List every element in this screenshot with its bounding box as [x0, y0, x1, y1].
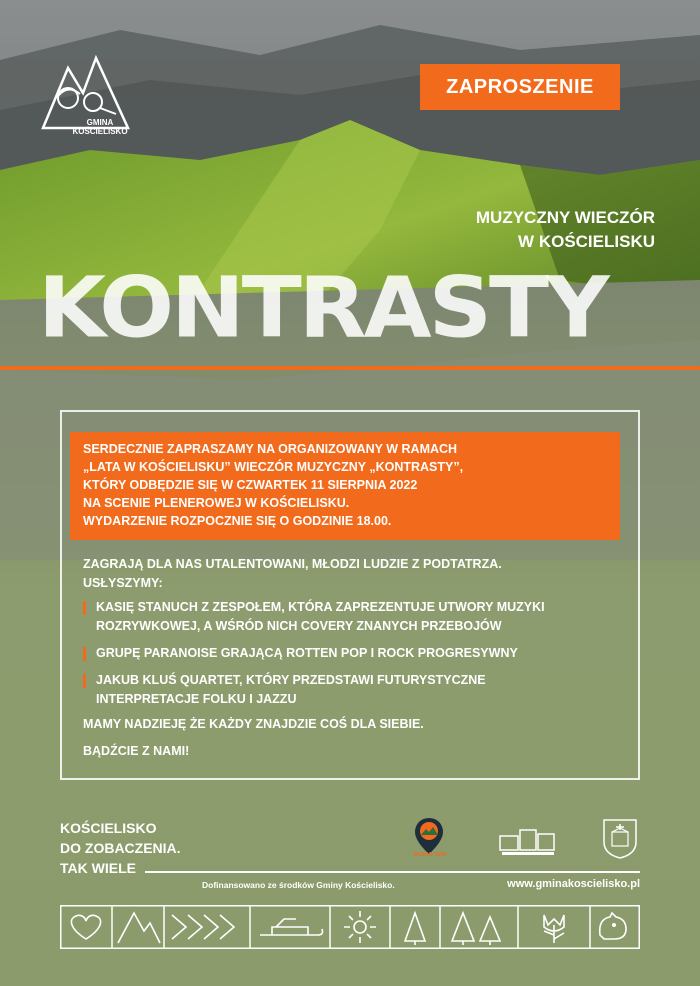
- sponsor-label: BLISKO TATR: [413, 852, 447, 858]
- funding-note: Dofinansowano ze środków Gminy Kościelisko.: [202, 880, 395, 890]
- tulip-icon: [544, 915, 564, 943]
- icon-strip: [60, 905, 640, 949]
- performer-1-line-2: ROZRYWKOWEJ, A WŚRÓD NICH COVERY ZNANYCH PRZEBOJÓW: [96, 619, 502, 633]
- slogan-line-3: TAK WIELE: [60, 860, 136, 876]
- logo-line-1: GMINA: [86, 118, 114, 127]
- logo-text: [70, 118, 130, 136]
- tree-icon: [452, 913, 500, 945]
- closing-line-2: BĄDŹCIE Z NAMI!: [83, 744, 190, 758]
- mountain-icon: [118, 913, 160, 943]
- coat-of-arms-icon: [600, 816, 640, 860]
- invitation-badge: ZAPROSZENIE: [420, 64, 620, 110]
- intro-box: [70, 432, 620, 540]
- event-title: [38, 258, 658, 372]
- performer-item: [83, 598, 623, 636]
- program-lead: [83, 555, 623, 593]
- closing-line-1: MAMY NADZIEJĘ ŻE KAŻDY ZNAJDZIE COŚ DLA SIEBIE.: [83, 717, 424, 731]
- bear-icon: [600, 913, 626, 939]
- subtitle-line-1: MUZYCZNY WIECZÓR: [475, 208, 655, 227]
- sun-icon: [344, 911, 376, 943]
- subtitle-line-2: W KOŚCIELISKU: [518, 232, 655, 251]
- chevrons-icon: [172, 915, 234, 939]
- slogan-line-2: DO ZOBACZENIA.: [60, 840, 181, 856]
- closing-text: [83, 715, 424, 769]
- performer-1-line-1: KASIĘ STANUCH Z ZESPOŁEM, KTÓRA ZAPREZENTUJE UTWORY MUZYKI: [96, 600, 545, 614]
- intro-line-5: WYDARZENIE ROZPOCZNIE SIĘ O GODZINIE 18.00.: [83, 514, 392, 528]
- intro-line-2: „LATA W KOŚCIELISKU” WIECZÓR MUZYCZNY „KONTRASTY”,: [83, 460, 464, 474]
- performer-list: [83, 598, 623, 717]
- program-lead-line-1: ZAGRAJĄ DLA NAS UTALENTOWANI, MŁODZI LUDZIE Z PODTATRZA.: [83, 557, 502, 571]
- intro-line-3: KTÓRY ODBĘDZIE SIĘ W CZWARTEK 11 SIERPNIA 2022: [83, 478, 418, 492]
- footer-divider: [145, 871, 640, 873]
- program-lead-line-2: USŁYSZYMY:: [83, 576, 163, 590]
- kot-logo-icon: [498, 826, 558, 858]
- logo-line-2: KOŚCIELISKO: [72, 127, 128, 136]
- performer-3-line-1: JAKUB KLUŚ QUARTET, KTÓRY PRZEDSTAWI FUTURYSTYCZNE: [96, 673, 486, 687]
- performer-2-line-1: GRUPĘ PARANOISE GRAJĄCĄ ROTTEN POP I ROCK PROGRESYWNY: [96, 646, 518, 660]
- slogan-line-1: KOŚCIELISKO: [60, 820, 157, 836]
- performer-3-line-2: INTERPRETACJE FOLKU I JAZZU: [96, 692, 297, 706]
- intro-line-1: SERDECZNIE ZAPRASZAMY NA ORGANIZOWANY W RAMACH: [83, 442, 458, 456]
- event-subtitle: [355, 206, 655, 254]
- event-title-text: KONTRASTY: [38, 258, 607, 357]
- performer-item: [83, 671, 623, 709]
- heart-icon: [71, 915, 100, 939]
- intro-line-4: NA SCENIE PLENEROWEJ W KOŚCIELISKU.: [83, 496, 350, 510]
- tree-icon: [405, 913, 425, 945]
- performer-item: [83, 644, 623, 663]
- accent-divider: [0, 366, 700, 370]
- website-link[interactable]: www.gminakoscielisko.pl: [507, 878, 640, 890]
- slogan: [60, 818, 181, 878]
- sled-icon: [260, 919, 323, 935]
